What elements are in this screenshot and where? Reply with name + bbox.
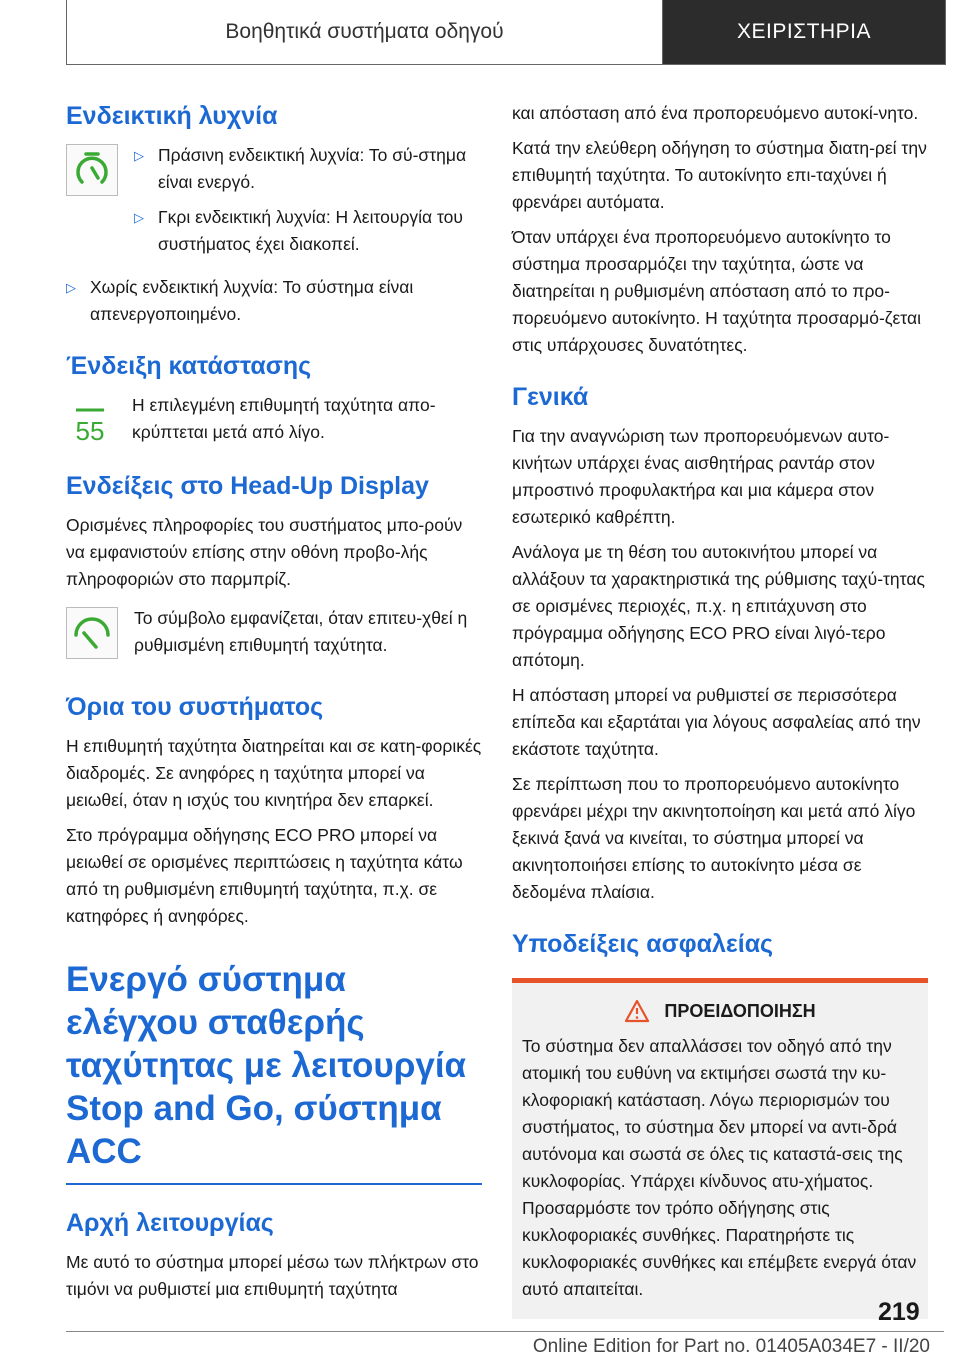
principle-text: Με αυτό το σύστημα μπορεί μέσω των πλήκτρων στο τιμόνι να ρυθμιστεί μια επιθυμητή ταχύτητα	[66, 1252, 479, 1299]
heading-divider	[66, 1183, 482, 1185]
indicator-bullet-green: ▷ Πράσινη ενδεικτική λυχνία: Το σύ-στημα είναι ενεργό.	[134, 142, 482, 196]
status-icon-row	[66, 392, 482, 454]
hud-symbol-icon	[66, 607, 118, 659]
header-chapter-title: ΧΕΙΡΙΣΤΗΡΙΑ	[663, 0, 945, 64]
status-text: Η επιλεγμένη επιθυμητή ταχύτητα απο-κρύπτεται μετά από λίγο.	[132, 395, 436, 442]
general-paragraph-2: Ανάλογα με τη θέση του αυτοκινήτου μπορεί να αλλάξουν τα χαρακτηριστικά της ρύθμισης ταχύ-τητας σε ορισμένες περιοχές, π.χ. η επιτάχυνση στο πρόγραμμα οδήγησης ECO PRO είναι λιγό-τερο απότομη.	[512, 542, 925, 670]
indicator-bullet-grey: ▷ Γκρι ενδεικτική λυχνία: Η λειτουργία του συστήματος έχει διακοπεί.	[134, 204, 482, 258]
warning-box	[512, 978, 928, 1319]
general-paragraph-4: Σε περίπτωση που το προπορευόμενο αυτοκίνητο φρενάρει μέχρι την ακινητοποίηση και μετά από λίγο ξεκινά ξανά να κινείται, το σύστημα μπορεί να ακινητοποιήσει επίσης το αυτοκίνητο μέσα σε δεδομένα πλαίσια.	[512, 774, 916, 902]
speed-value-icon	[66, 394, 116, 444]
left-column	[66, 100, 482, 1311]
page-number: 219	[878, 1298, 920, 1326]
header-section-title: Βοηθητικά συστήματα οδηγού	[67, 0, 663, 64]
right-column	[512, 100, 928, 1319]
triangle-bullet-icon: ▷	[134, 148, 144, 163]
indicator-bullet-none: ▷ Χωρίς ενδεικτική λυχνία: Το σύστημα είναι απενεργοποιημένο.	[66, 274, 482, 328]
footer-divider	[66, 1331, 944, 1332]
speedometer-indicator-icon	[66, 144, 118, 196]
page-header	[66, 0, 946, 65]
limits-paragraph-1: Η επιθυμητή ταχύτητα διατηρείται και σε κατη-φορικές διαδρομές. Σε ανηφόρες η ταχύτητα μπορεί να μειωθεί, όταν η ισχύς του κινητήρα δεν επαρκεί.	[66, 736, 482, 810]
limits-heading: Όρια του συστήματος	[66, 693, 324, 721]
principle-heading: Αρχή λειτουργίας	[66, 1209, 274, 1237]
hud-text: Ορισμένες πληροφορίες του συστήματος μπο-ρούν να εμφανιστούν επίσης στην οθόνη προβο-λής πληροφοριών στο παρμπρίζ.	[66, 515, 463, 589]
limits-paragraph-2: Στο πρόγραμμα οδήγησης ECO PRO μπορεί να μειωθεί σε ορισμένες περιπτώσεις η ταχύτητα κάτω από τη ρυθμισμένη επιθυμητή ταχύτητα, π.χ. σε κατηφόρες ή ανηφόρες.	[66, 825, 463, 926]
right-paragraph-3: Όταν υπάρχει ένα προπορευόμενο αυτοκίνητο το σύστημα προσαρμόζει την ταχύτητα, ώστε να διατηρείται η ρυθμισμένη απόσταση από το προ-πορευόμενο αυτοκίνητο. Η ταχύτητα προσαρμό-ζεται στις υπάρχουσες δυνατότητες.	[512, 227, 921, 355]
warning-title: ΠΡΟΕΙΔΟΠΟΙΗΣΗ	[664, 1000, 816, 1021]
speed-value-text: 55	[75, 416, 105, 444]
warning-title-row	[522, 999, 918, 1023]
hud-heading: Ενδείξεις στο Head-Up Display	[66, 472, 429, 500]
footer-edition: Online Edition for Part no. 01405A034E7 - II/20	[532, 1336, 930, 1357]
general-heading: Γενικά	[512, 383, 589, 411]
general-paragraph-1: Για την αναγνώριση των προπορευόμενων αυτο-κινήτων υπάρχει ένας αισθητήρας ραντάρ στον μπροστινό προφυλακτήρα και μια κάμερα στον εσωτερικό καθρέπτη.	[512, 426, 890, 527]
hud-icon-row	[66, 605, 482, 667]
warning-text: Το σύστημα δεν απαλλάσσει τον οδηγό από την ατομική του ευθύνη να εκτιμήσει σωστά την κυ-κλοφοριακή κατάσταση. Λόγω περιορισμών του συστήματος, το σύστημα δεν μπορεί να αντι-δρά αυτόνομα και σωστά σε όλες τις καταστά-σεις της κυκλοφορίας. Υπάρχει κίνδυνος ατυ-χήματος. Προσαρμόστε τον τρόπο οδήγησης στις κυκλοφοριακές συνθήκες. Παρατηρήστε τις κυκλοφοριακές συνθήκες και επέμβετε ενεργά όταν αυτό απαιτείται.	[522, 1036, 917, 1299]
triangle-bullet-icon: ▷	[134, 210, 144, 225]
hud-icon-text: Το σύμβολο εμφανίζεται, όταν επιτευ-χθεί η ρυθμισμένη επιθυμητή ταχύτητα.	[134, 608, 468, 655]
general-paragraph-3: Η απόσταση μπορεί να ρυθμιστεί σε περισσότερα επίπεδα και εξαρτάται για λόγους ασφαλείας από την εκάστοτε ταχύτητα.	[512, 685, 921, 759]
safety-heading: Υποδείξεις ασφαλείας	[512, 930, 774, 958]
right-paragraph-1: και απόσταση από ένα προπορευόμενο αυτοκί-νητο.	[512, 103, 919, 123]
triangle-bullet-icon: ▷	[66, 280, 76, 295]
right-paragraph-2: Κατά την ελεύθερη οδήγηση το σύστημα διατη-ρεί την επιθυμητή ταχύτητα. Το αυτοκίνητο επι-ταχύνει ή φρενάρει αυτόματα.	[512, 138, 927, 212]
status-heading: Ένδειξη κατάστασης	[66, 352, 312, 380]
indicator-icon-row	[66, 142, 482, 266]
indicator-heading: Ενδεικτική λυχνία	[66, 102, 278, 130]
warning-triangle-icon	[624, 999, 650, 1023]
main-heading: Ενεργό σύστημα ελέγχου σταθερής ταχύτητας με λειτουργία Stop and Go, σύστημα ACC	[66, 960, 467, 1171]
